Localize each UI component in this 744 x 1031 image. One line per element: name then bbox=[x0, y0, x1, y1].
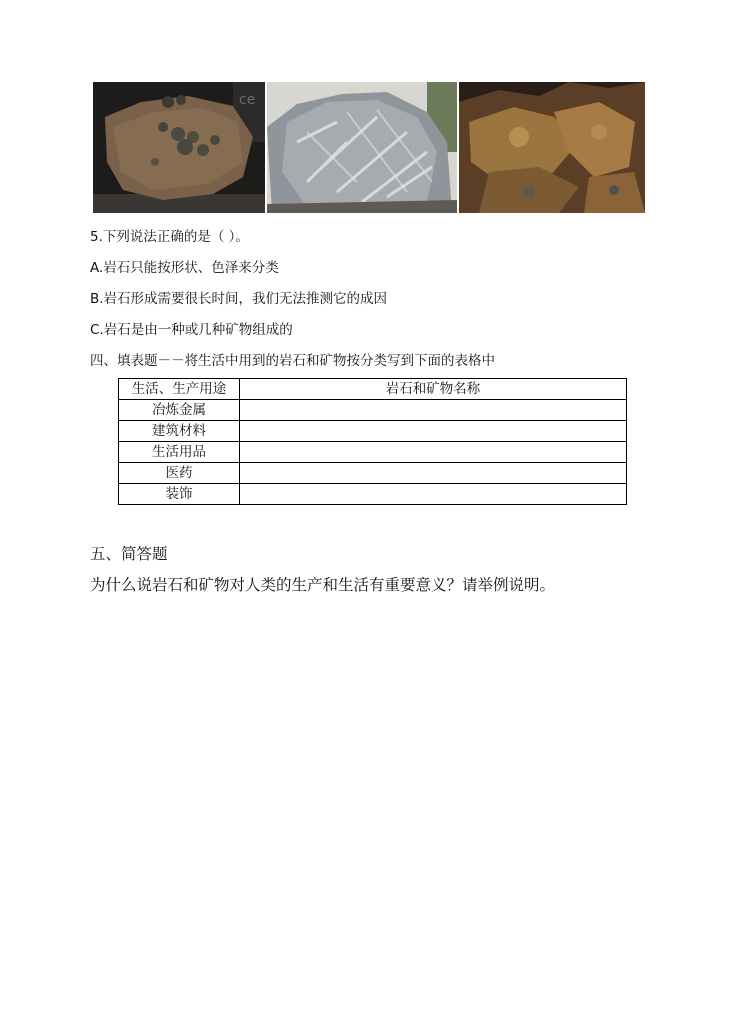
option-b: B.岩石形成需要很长时间，我们无法推测它的成因 bbox=[90, 291, 388, 307]
section-5-question: 为什么说岩石和矿物对人类的生产和生活有重要意义？请举例说明。 bbox=[90, 576, 556, 594]
table-header-cell: 生活、生产用途 bbox=[119, 379, 240, 400]
question-5-stem: 5.下列说法正确的是（ ）。 bbox=[90, 229, 249, 245]
rock-photo-ore bbox=[459, 82, 645, 213]
table-header-cell: 岩石和矿物名称 bbox=[240, 379, 627, 400]
table-row bbox=[119, 463, 627, 484]
section-5-heading: 五、简答题 bbox=[90, 545, 168, 563]
table-row-label: 医药 bbox=[119, 463, 240, 484]
table-row bbox=[119, 421, 627, 442]
rock-photo-fossil bbox=[93, 82, 265, 213]
classification-table bbox=[118, 378, 627, 505]
table-answer-cell[interactable] bbox=[240, 421, 627, 442]
table-row bbox=[119, 484, 627, 505]
option-c: C.岩石是由一种或几种矿物组成的 bbox=[90, 322, 293, 338]
table-row-label: 生活用品 bbox=[119, 442, 240, 463]
table-answer-cell[interactable] bbox=[240, 484, 627, 505]
svg-text:ce: ce bbox=[239, 92, 256, 108]
table-row bbox=[119, 442, 627, 463]
table-row bbox=[119, 400, 627, 421]
table-answer-cell[interactable] bbox=[240, 400, 627, 421]
section-4-heading: 四、填表题－－将生活中用到的岩石和矿物按分类写到下面的表格中 bbox=[90, 353, 495, 369]
table-answer-cell[interactable] bbox=[240, 463, 627, 484]
table-row-label: 装饰 bbox=[119, 484, 240, 505]
table-header-row bbox=[119, 379, 627, 400]
table-row-label: 冶炼金属 bbox=[119, 400, 240, 421]
table-row-label: 建筑材料 bbox=[119, 421, 240, 442]
rock-photo-grey-crystalline bbox=[267, 82, 457, 213]
table-answer-cell[interactable] bbox=[240, 442, 627, 463]
option-a: A.岩石只能按形状、色泽来分类 bbox=[90, 260, 279, 276]
